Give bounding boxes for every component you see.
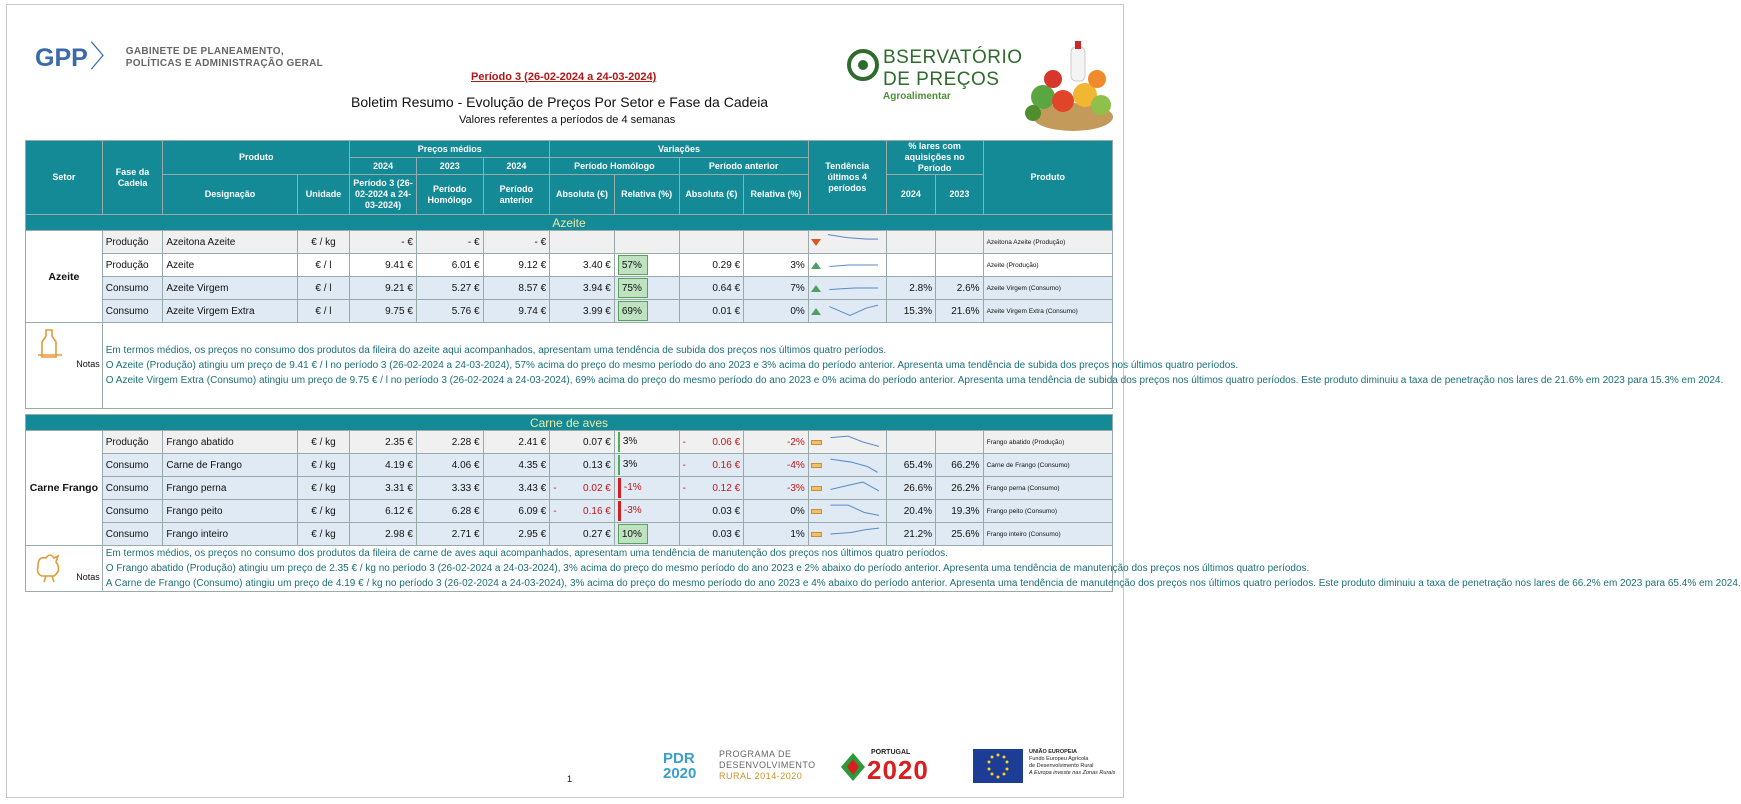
abs-anterior-cell bbox=[679, 477, 744, 500]
table-row bbox=[26, 300, 1113, 323]
designacao-cell: Frango inteiro bbox=[163, 523, 297, 546]
abs-anterior-value: 0.12 € bbox=[712, 482, 741, 494]
produto-right-cell: Frango peito (Consumo) bbox=[983, 500, 1112, 523]
designacao-cell: Frango abatido bbox=[163, 431, 297, 454]
col-var-homologo: Período Homólogo bbox=[550, 158, 679, 175]
gpp-logo-text bbox=[126, 46, 323, 70]
designacao-cell: Azeite bbox=[163, 254, 297, 277]
col-fase: Fase da Cadeia bbox=[102, 141, 163, 215]
notes-paragraph: A Carne de Frango (Consumo) atingiu um preço de 4.19 € / kg no período 3 (26-02-2024 a 24-03-2024), 3% acima do preço do mesmo período do ano 2023 e 4% abaixo do período anterior. Apresenta uma tendência de manutenção dos preços nos últimos quatro períodos. Este produto diminuiu a taxa de penetração nos lares de 66.2% em 2023 para 65.4% em 2024. bbox=[105, 578, 1741, 589]
col-year-2023: 2023 bbox=[416, 158, 483, 175]
notes-label: Notas bbox=[76, 572, 100, 582]
lares-2024-cell bbox=[886, 254, 935, 277]
col-relativa-a: Relativa (%) bbox=[744, 175, 809, 215]
notes-row bbox=[26, 546, 1113, 592]
sector-cell: Azeite bbox=[26, 231, 103, 323]
price-2023-cell: 3.33 € bbox=[416, 477, 483, 500]
gpp-line-2: POLÍTICAS E ADMINISTRAÇÃO GERAL bbox=[125, 58, 324, 69]
abs-homologo-value: 0.27 € bbox=[583, 528, 611, 540]
negative-sign: - bbox=[682, 459, 686, 471]
rel-homologo-value: -3% bbox=[618, 501, 648, 521]
lares-2024-cell: 65.4% bbox=[886, 454, 935, 477]
chicken-icon bbox=[32, 550, 66, 584]
trend-up-icon bbox=[811, 308, 821, 315]
produto-right-cell: Carne de Frango (Consumo) bbox=[983, 454, 1112, 477]
trend-sparkline-line bbox=[830, 436, 879, 446]
col-year-2024: 2024 bbox=[350, 158, 417, 175]
abs-anterior-cell bbox=[679, 454, 744, 477]
notes-icon-cell bbox=[26, 323, 103, 409]
rel-homologo-cell bbox=[614, 477, 679, 500]
lares-2023-cell bbox=[936, 231, 983, 254]
col-variacoes: Variações bbox=[550, 141, 809, 158]
designacao-cell: Azeite Virgem bbox=[163, 277, 297, 300]
designacao-cell: Carne de Frango bbox=[163, 454, 297, 477]
abs-anterior-value: 0.06 € bbox=[712, 436, 741, 448]
price-2023-cell: 4.06 € bbox=[416, 454, 483, 477]
abs-anterior-cell bbox=[679, 277, 744, 300]
rel-anterior-cell: -2% bbox=[744, 431, 809, 454]
page-number: 1 bbox=[567, 774, 573, 784]
rel-homologo-value: 57% bbox=[618, 255, 648, 275]
lares-2023-cell bbox=[936, 431, 983, 454]
produto-right-cell: Frango abatido (Produção) bbox=[983, 431, 1112, 454]
price-anterior-cell: 4.35 € bbox=[483, 454, 550, 477]
pdr-logo-text bbox=[719, 749, 816, 782]
col-var-anterior: Período anterior bbox=[679, 158, 808, 175]
negative-sign: - bbox=[682, 482, 686, 494]
price-2023-cell: - € bbox=[416, 231, 483, 254]
fase-cell: Consumo bbox=[102, 300, 163, 323]
abs-homologo-value: 0.16 € bbox=[583, 505, 611, 517]
abs-homologo-cell bbox=[550, 431, 615, 454]
abs-homologo-cell bbox=[550, 277, 615, 300]
col-setor: Setor bbox=[26, 141, 103, 215]
fase-cell: Consumo bbox=[102, 477, 163, 500]
abs-homologo-cell bbox=[550, 477, 615, 500]
rel-homologo-cell bbox=[614, 300, 679, 323]
rel-anterior-cell: -3% bbox=[744, 477, 809, 500]
col-produto: Produto bbox=[163, 141, 350, 175]
produto-right-cell: Azeite (Produção) bbox=[983, 254, 1112, 277]
trend-sparkline bbox=[825, 300, 881, 322]
unidade-cell: € / l bbox=[297, 277, 350, 300]
lares-2023-cell: 26.2% bbox=[936, 477, 983, 500]
trend-sparkline-line bbox=[830, 505, 879, 515]
col-lares-2024: 2024 bbox=[886, 175, 935, 215]
rel-homologo-value: 3% bbox=[618, 432, 648, 452]
abs-homologo-cell bbox=[550, 254, 615, 277]
rel-homologo-value: 75% bbox=[618, 278, 648, 298]
price-2023-cell: 2.28 € bbox=[416, 431, 483, 454]
trend-sparkline bbox=[825, 254, 881, 276]
unidade-cell: € / kg bbox=[297, 231, 350, 254]
period-label: Período 3 (26-02-2024 a 24-03-2024) bbox=[471, 71, 657, 83]
trend-cell bbox=[808, 477, 886, 500]
abs-anterior-value: 0.03 € bbox=[712, 505, 741, 517]
lares-2023-cell: 25.6% bbox=[936, 523, 983, 546]
lares-2024-cell: 21.2% bbox=[886, 523, 935, 546]
rel-homologo-value: 69% bbox=[618, 301, 648, 321]
designacao-cell: Azeitona Azeite bbox=[163, 231, 297, 254]
trend-up-icon bbox=[811, 285, 821, 292]
abs-homologo-value: 0.07 € bbox=[583, 436, 611, 448]
rel-homologo-cell bbox=[614, 277, 679, 300]
notes-text-cell bbox=[102, 323, 1724, 409]
price-2024-cell: 9.41 € bbox=[350, 254, 417, 277]
trend-sparkline-line bbox=[830, 459, 877, 472]
trend-sparkline-line bbox=[829, 288, 878, 289]
notes-label: Notas bbox=[76, 359, 100, 369]
lares-2023-cell: 2.6% bbox=[936, 277, 983, 300]
price-2023-cell: 6.28 € bbox=[416, 500, 483, 523]
table-row bbox=[26, 500, 1113, 523]
abs-homologo-cell bbox=[550, 454, 615, 477]
rel-homologo-cell bbox=[614, 500, 679, 523]
col-tendencia: Tendência últimos 4 períodos bbox=[808, 141, 886, 215]
abs-anterior-cell bbox=[679, 300, 744, 323]
col-absoluta-h: Absoluta (€) bbox=[550, 175, 615, 215]
trend-sparkline-line bbox=[830, 482, 879, 491]
vegetables-basket-icon bbox=[1013, 39, 1119, 135]
trend-sparkline-line bbox=[829, 265, 878, 266]
rel-homologo-value: -1% bbox=[618, 478, 648, 498]
eye-icon bbox=[847, 49, 879, 81]
abs-homologo-cell bbox=[550, 300, 615, 323]
lares-2024-cell: 15.3% bbox=[886, 300, 935, 323]
eu-logo bbox=[971, 747, 1121, 787]
abs-homologo-value: 0.13 € bbox=[583, 459, 611, 471]
trend-sparkline-line bbox=[828, 235, 878, 239]
lares-2024-cell bbox=[886, 431, 935, 454]
abs-homologo-value: 0.02 € bbox=[583, 482, 611, 494]
price-anterior-cell: 2.95 € bbox=[483, 523, 550, 546]
table-row bbox=[26, 477, 1113, 500]
trend-cell bbox=[808, 431, 886, 454]
abs-anterior-cell bbox=[679, 523, 744, 546]
trend-stable-icon bbox=[811, 509, 822, 514]
abs-anterior-cell bbox=[679, 500, 744, 523]
price-anterior-cell: 6.09 € bbox=[483, 500, 550, 523]
trend-sparkline bbox=[825, 231, 881, 253]
trend-stable-icon bbox=[811, 440, 822, 445]
fase-cell: Produção bbox=[102, 231, 163, 254]
price-2024-cell: 3.31 € bbox=[350, 477, 417, 500]
fase-cell: Consumo bbox=[102, 454, 163, 477]
notes-paragraph: O Azeite (Produção) atingiu um preço de 9.41 € / l no período 3 (26-02-2024 a 24-03-2024), 57% acima do preço do mesmo período do ano 2023 e 3% acima do período anterior. Apresenta uma tendência de subida dos preços nos últimos quatro períodos. bbox=[105, 360, 1239, 371]
col-unidade: Unidade bbox=[297, 175, 350, 215]
rel-anterior-cell: 0% bbox=[744, 500, 809, 523]
abs-anterior-value: 0.64 € bbox=[712, 282, 741, 294]
price-2024-cell: 4.19 € bbox=[350, 454, 417, 477]
eu-line-1: UNIÃO EUROPEIA bbox=[1029, 749, 1077, 755]
portugal-2020-logo bbox=[835, 747, 955, 787]
observatorio-line-3: Agroalimentar bbox=[883, 91, 951, 102]
rel-anterior-cell: -4% bbox=[744, 454, 809, 477]
notes-paragraph: Em termos médios, os preços no consumo dos produtos da fileira de carne de aves aqui acompanhados, apresentam uma tendência de manutenção dos preços nos últimos quatro períodos. bbox=[105, 548, 948, 559]
lares-2023-cell: 66.2% bbox=[936, 454, 983, 477]
designacao-cell: Frango peito bbox=[163, 500, 297, 523]
trend-sparkline bbox=[826, 454, 882, 476]
price-table-body bbox=[26, 215, 1741, 592]
col-produto-right: Produto bbox=[983, 141, 1112, 215]
notes-row bbox=[26, 323, 1113, 409]
notes-text-cell bbox=[102, 546, 1741, 592]
unidade-cell: € / kg bbox=[297, 454, 350, 477]
negative-sign: - bbox=[682, 436, 686, 448]
price-anterior-cell: 2.41 € bbox=[483, 431, 550, 454]
eu-line-2: Fundo Europeu Agrícola bbox=[1029, 756, 1089, 762]
col-relativa-h: Relativa (%) bbox=[614, 175, 679, 215]
notes-paragraph: O Frango abatido (Produção) atingiu um preço de 2.35 € / kg no período 3 (26-02-2024 a 24-03-2024), 3% acima do preço do mesmo período do ano 2023 e 2% abaixo do período anterior. Apresenta uma tendência de manutenção dos preços nos últimos quatro períodos. bbox=[105, 563, 1310, 574]
produto-right-cell: Frango perna (Consumo) bbox=[983, 477, 1112, 500]
abs-homologo-value: 3.99 € bbox=[583, 305, 611, 317]
rel-homologo-cell bbox=[614, 454, 679, 477]
unidade-cell: € / kg bbox=[297, 431, 350, 454]
price-anterior-cell: 9.12 € bbox=[483, 254, 550, 277]
abs-homologo-cell bbox=[550, 231, 615, 254]
pdr-line-2: DESENVOLVIMENTO bbox=[719, 760, 816, 770]
observatorio-line-2: DE PREÇOS bbox=[883, 69, 1000, 90]
eu-flag-icon bbox=[973, 749, 1023, 783]
price-2024-cell: 6.12 € bbox=[350, 500, 417, 523]
price-2023-cell: 5.76 € bbox=[416, 300, 483, 323]
rel-anterior-cell: 3% bbox=[744, 254, 809, 277]
col-periodo-homologo: Período Homólogo bbox=[416, 175, 483, 215]
trend-sparkline bbox=[826, 500, 882, 522]
negative-sign: - bbox=[553, 505, 557, 517]
rel-homologo-cell bbox=[614, 431, 679, 454]
lares-2024-cell: 26.6% bbox=[886, 477, 935, 500]
produto-right-cell: Azeitona Azeite (Produção) bbox=[983, 231, 1112, 254]
rel-homologo-cell bbox=[614, 254, 679, 277]
notes-paragraph: O Azeite Virgem Extra (Consumo) atingiu um preço de 9.75 € / l no período 3 (26-02-2024 a 24-03-2024), 69% acima do preço do mesmo período do ano 2023 e 0% acima do período anterior. Apresenta uma tendência de subida dos preços nos últimos quatro períodos. Este produto diminuiu a taxa de penetração nos lares de 21.6% em 2023 para 15.3% em 2024. bbox=[105, 375, 1724, 386]
price-anterior-cell: 9.74 € bbox=[483, 300, 550, 323]
lares-2023-cell: 21.6% bbox=[936, 300, 983, 323]
table-row bbox=[26, 277, 1113, 300]
price-anterior-cell: 8.57 € bbox=[483, 277, 550, 300]
table-row bbox=[26, 431, 1113, 454]
trend-stable-icon bbox=[811, 486, 822, 491]
abs-homologo-cell bbox=[550, 523, 615, 546]
trend-sparkline bbox=[826, 523, 882, 545]
unidade-cell: € / kg bbox=[297, 477, 350, 500]
abs-homologo-value: 3.40 € bbox=[583, 259, 611, 271]
trend-sparkline bbox=[826, 477, 882, 499]
col-absoluta-a: Absoluta (€) bbox=[679, 175, 744, 215]
abs-anterior-value: 0.16 € bbox=[712, 459, 741, 471]
section-title: Carne de aves bbox=[26, 415, 1113, 431]
fase-cell: Produção bbox=[102, 431, 163, 454]
gpp-line-1: GABINETE DE PLANEAMENTO, bbox=[125, 46, 284, 57]
trend-down-icon bbox=[811, 239, 821, 246]
trend-sparkline-line bbox=[829, 305, 878, 315]
abs-anterior-value: 0.29 € bbox=[712, 259, 741, 271]
unidade-cell: € / kg bbox=[297, 523, 350, 546]
section-title: Azeite bbox=[26, 215, 1113, 231]
price-2023-cell: 2.71 € bbox=[416, 523, 483, 546]
gpp-logo bbox=[35, 43, 323, 73]
pdr-logo-mark: PDR 2020 bbox=[663, 750, 697, 782]
produto-right-cell: Azeite Virgem Extra (Consumo) bbox=[983, 300, 1112, 323]
abs-anterior-cell bbox=[679, 254, 744, 277]
lares-2024-cell: 2.8% bbox=[886, 277, 935, 300]
rel-homologo-cell bbox=[614, 523, 679, 546]
abs-anterior-value: 0.01 € bbox=[712, 305, 741, 317]
fase-cell: Produção bbox=[102, 254, 163, 277]
rel-homologo-cell bbox=[614, 231, 679, 254]
section-header bbox=[26, 215, 1113, 231]
lares-2023-cell bbox=[936, 254, 983, 277]
section-header bbox=[26, 415, 1113, 431]
lares-2024-cell bbox=[886, 231, 935, 254]
col-lares-2023: 2023 bbox=[936, 175, 983, 215]
unidade-cell: € / l bbox=[297, 300, 350, 323]
col-year-2024b: 2024 bbox=[483, 158, 550, 175]
trend-cell bbox=[808, 300, 886, 323]
designacao-cell: Azeite Virgem Extra bbox=[163, 300, 297, 323]
col-periodo3: Período 3 (26-02-2024 a 24-03-2024) bbox=[350, 175, 417, 215]
price-2024-cell: 2.35 € bbox=[350, 431, 417, 454]
table-row bbox=[26, 523, 1113, 546]
eu-logo-text bbox=[1029, 749, 1115, 777]
abs-anterior-cell bbox=[679, 231, 744, 254]
price-2024-cell: - € bbox=[350, 231, 417, 254]
trend-cell bbox=[808, 454, 886, 477]
fase-cell: Consumo bbox=[102, 277, 163, 300]
price-anterior-cell: - € bbox=[483, 231, 550, 254]
trend-up-icon bbox=[811, 262, 821, 269]
pdr-line-1: PROGRAMA DE bbox=[719, 749, 792, 759]
abs-anterior-value: 0.03 € bbox=[712, 528, 741, 540]
fase-cell: Consumo bbox=[102, 500, 163, 523]
price-2024-cell: 9.75 € bbox=[350, 300, 417, 323]
trend-cell bbox=[808, 523, 886, 546]
sector-cell: Carne Frango bbox=[26, 431, 103, 546]
price-table bbox=[25, 140, 1741, 592]
rel-anterior-cell: 7% bbox=[744, 277, 809, 300]
price-2023-cell: 6.01 € bbox=[416, 254, 483, 277]
trend-cell bbox=[808, 500, 886, 523]
eu-line-4: A Europa investe nas Zonas Rurais bbox=[1029, 770, 1116, 776]
notes-paragraph: Em termos médios, os preços no consumo dos produtos da fileira do azeite aqui acompanhados, apresentam uma tendência de subida dos preços nos últimos quatro períodos. bbox=[105, 345, 887, 356]
produto-right-cell: Frango inteiro (Consumo) bbox=[983, 523, 1112, 546]
table-row bbox=[26, 454, 1113, 477]
trend-cell bbox=[808, 277, 886, 300]
price-2024-cell: 2.98 € bbox=[350, 523, 417, 546]
abs-homologo-value: 3.94 € bbox=[583, 282, 611, 294]
unidade-cell: € / l bbox=[297, 254, 350, 277]
gpp-logo-bracket: 〉 bbox=[89, 41, 120, 74]
eu-line-3: de Desenvolvimento Rural bbox=[1029, 763, 1094, 769]
pdr-logo bbox=[661, 747, 821, 787]
fase-cell: Consumo bbox=[102, 523, 163, 546]
notes-icon-cell bbox=[26, 546, 103, 592]
col-designacao: Designação bbox=[163, 175, 297, 215]
price-2024-cell: 9.21 € bbox=[350, 277, 417, 300]
lares-2024-cell: 20.4% bbox=[886, 500, 935, 523]
trend-sparkline bbox=[825, 277, 881, 299]
trend-cell bbox=[808, 231, 886, 254]
trend-stable-icon bbox=[811, 532, 822, 537]
abs-anterior-cell bbox=[679, 431, 744, 454]
report-subtitle: Valores referentes a períodos de 4 semanas bbox=[459, 114, 676, 126]
produto-right-cell: Azeite Virgem (Consumo) bbox=[983, 277, 1112, 300]
rel-anterior-cell bbox=[744, 231, 809, 254]
trend-stable-icon bbox=[811, 463, 822, 468]
table-row bbox=[26, 254, 1113, 277]
lares-2023-cell: 19.3% bbox=[936, 500, 983, 523]
rel-anterior-cell: 0% bbox=[744, 300, 809, 323]
col-periodo-anterior: Período anterior bbox=[483, 175, 550, 215]
report-title: Boletim Resumo - Evolução de Preços Por Setor e Fase da Cadeia bbox=[351, 94, 769, 110]
table-row bbox=[26, 231, 1113, 254]
price-anterior-cell: 3.43 € bbox=[483, 477, 550, 500]
trend-sparkline-line bbox=[830, 528, 879, 534]
olive-oil-bottle-icon bbox=[32, 327, 66, 361]
abs-homologo-cell bbox=[550, 500, 615, 523]
observatorio-line-1: BSERVATÓRIO bbox=[883, 47, 1023, 68]
trend-sparkline bbox=[826, 431, 882, 453]
pdr-line-3: RURAL 2014-2020 bbox=[719, 771, 803, 781]
rel-anterior-cell: 1% bbox=[744, 523, 809, 546]
rel-homologo-value: 10% bbox=[618, 524, 648, 544]
rel-homologo-value: 3% bbox=[618, 455, 648, 475]
portugal-label: PORTUGAL bbox=[871, 749, 911, 756]
unidade-cell: € / kg bbox=[297, 500, 350, 523]
col-precos-medios: Preços médios bbox=[350, 141, 550, 158]
report-page bbox=[6, 4, 1741, 798]
designacao-cell: Frango perna bbox=[163, 477, 297, 500]
price-2023-cell: 5.27 € bbox=[416, 277, 483, 300]
trend-cell bbox=[808, 254, 886, 277]
col-lares: % lares com aquisições no Período bbox=[886, 141, 983, 175]
negative-sign: - bbox=[553, 482, 557, 494]
gpp-logo-mark: GPP bbox=[35, 43, 88, 72]
portugal-flag-icon bbox=[837, 749, 869, 785]
portugal-2020-label: 2020 bbox=[867, 755, 929, 785]
